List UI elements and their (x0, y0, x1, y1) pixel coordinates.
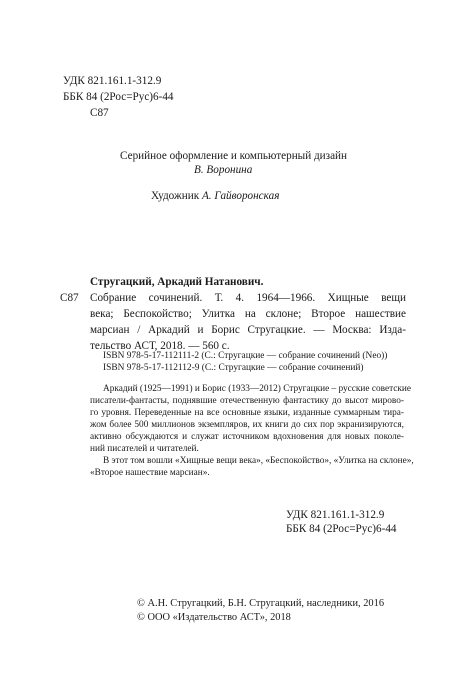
udk-code: УДК 821.161.1-312.9 (63, 75, 162, 87)
annotation-line: «Второе нашествие марсиан». (90, 468, 210, 478)
bibliography-line: века; Беспокойство; Улитка на склоне; Второе нашествие (90, 308, 406, 320)
copyright-line: © ООО «Издательство АСТ», 2018 (137, 612, 291, 623)
isbn-line: ISBN 978-5-17-112112-9 (С.: Стругацкие — собрание сочинений) (103, 363, 364, 373)
isbn-line: ISBN 978-5-17-112111-2 (С.: Стругацкие — собрание сочинений (Neo)) (103, 351, 388, 361)
bibliography-line: тельство АСТ, 2018. — 560 с. (90, 340, 230, 352)
bibliography-mark: С87 (60, 292, 79, 304)
bibliography-line: Собрание сочинений. Т. 4. 1964—1966. Хищные вещи (90, 292, 406, 304)
design-credit-name: В. Воронина (194, 164, 253, 176)
bibliography-line: марсиан / Аркадий и Борис Стругацкие. — Москва: Изда- (90, 324, 406, 336)
copyright-line: © А.Н. Стругацкий, Б.Н. Стругацкий, наследники, 2016 (137, 598, 385, 609)
annotation-line: жом более 500 миллионов экземпляров, их книги до сих пор экранизируются, (90, 420, 404, 430)
design-credit-label: Серийное оформление и компьютерный дизайн (120, 150, 348, 162)
annotation-line: го уровня. Переведенные на все основные языки, изданные суммарным тира- (90, 408, 404, 418)
artist-credit (151, 190, 279, 203)
annotation-line: Аркадий (1925—1991) и Борис (1933—2012) Стругацкие – русские советские (103, 384, 412, 394)
annotation-line: писатели-фантасты, поднявшие отечественную фантастику до высот мирово- (90, 396, 404, 406)
annotation (90, 383, 414, 479)
artist-credit-name: А. Гайворонская (201, 190, 280, 202)
author-mark: С87 (90, 107, 109, 119)
bibliography-author: Стругацкий, Аркадий Натанович. (90, 276, 264, 288)
bbk-code: ББК 84 (2Рос=Рус)6-44 (63, 91, 174, 103)
annotation-line: активно обсуждаются и служат источником вдохновения для новых поколе- (90, 432, 404, 442)
artist-credit-label: Художник (151, 190, 200, 202)
annotation-line: В этот том вошли «Хищные вещи века», «Беспокойство», «Улитка на склоне», (103, 456, 414, 466)
annotation-line: ний писателей и читателей. (90, 444, 199, 454)
footer-udk-code: УДК 821.161.1-312.9 (286, 509, 385, 521)
bibliography-description (90, 292, 406, 353)
footer-bbk-code: ББК 84 (2Рос=Рус)6-44 (286, 523, 397, 535)
